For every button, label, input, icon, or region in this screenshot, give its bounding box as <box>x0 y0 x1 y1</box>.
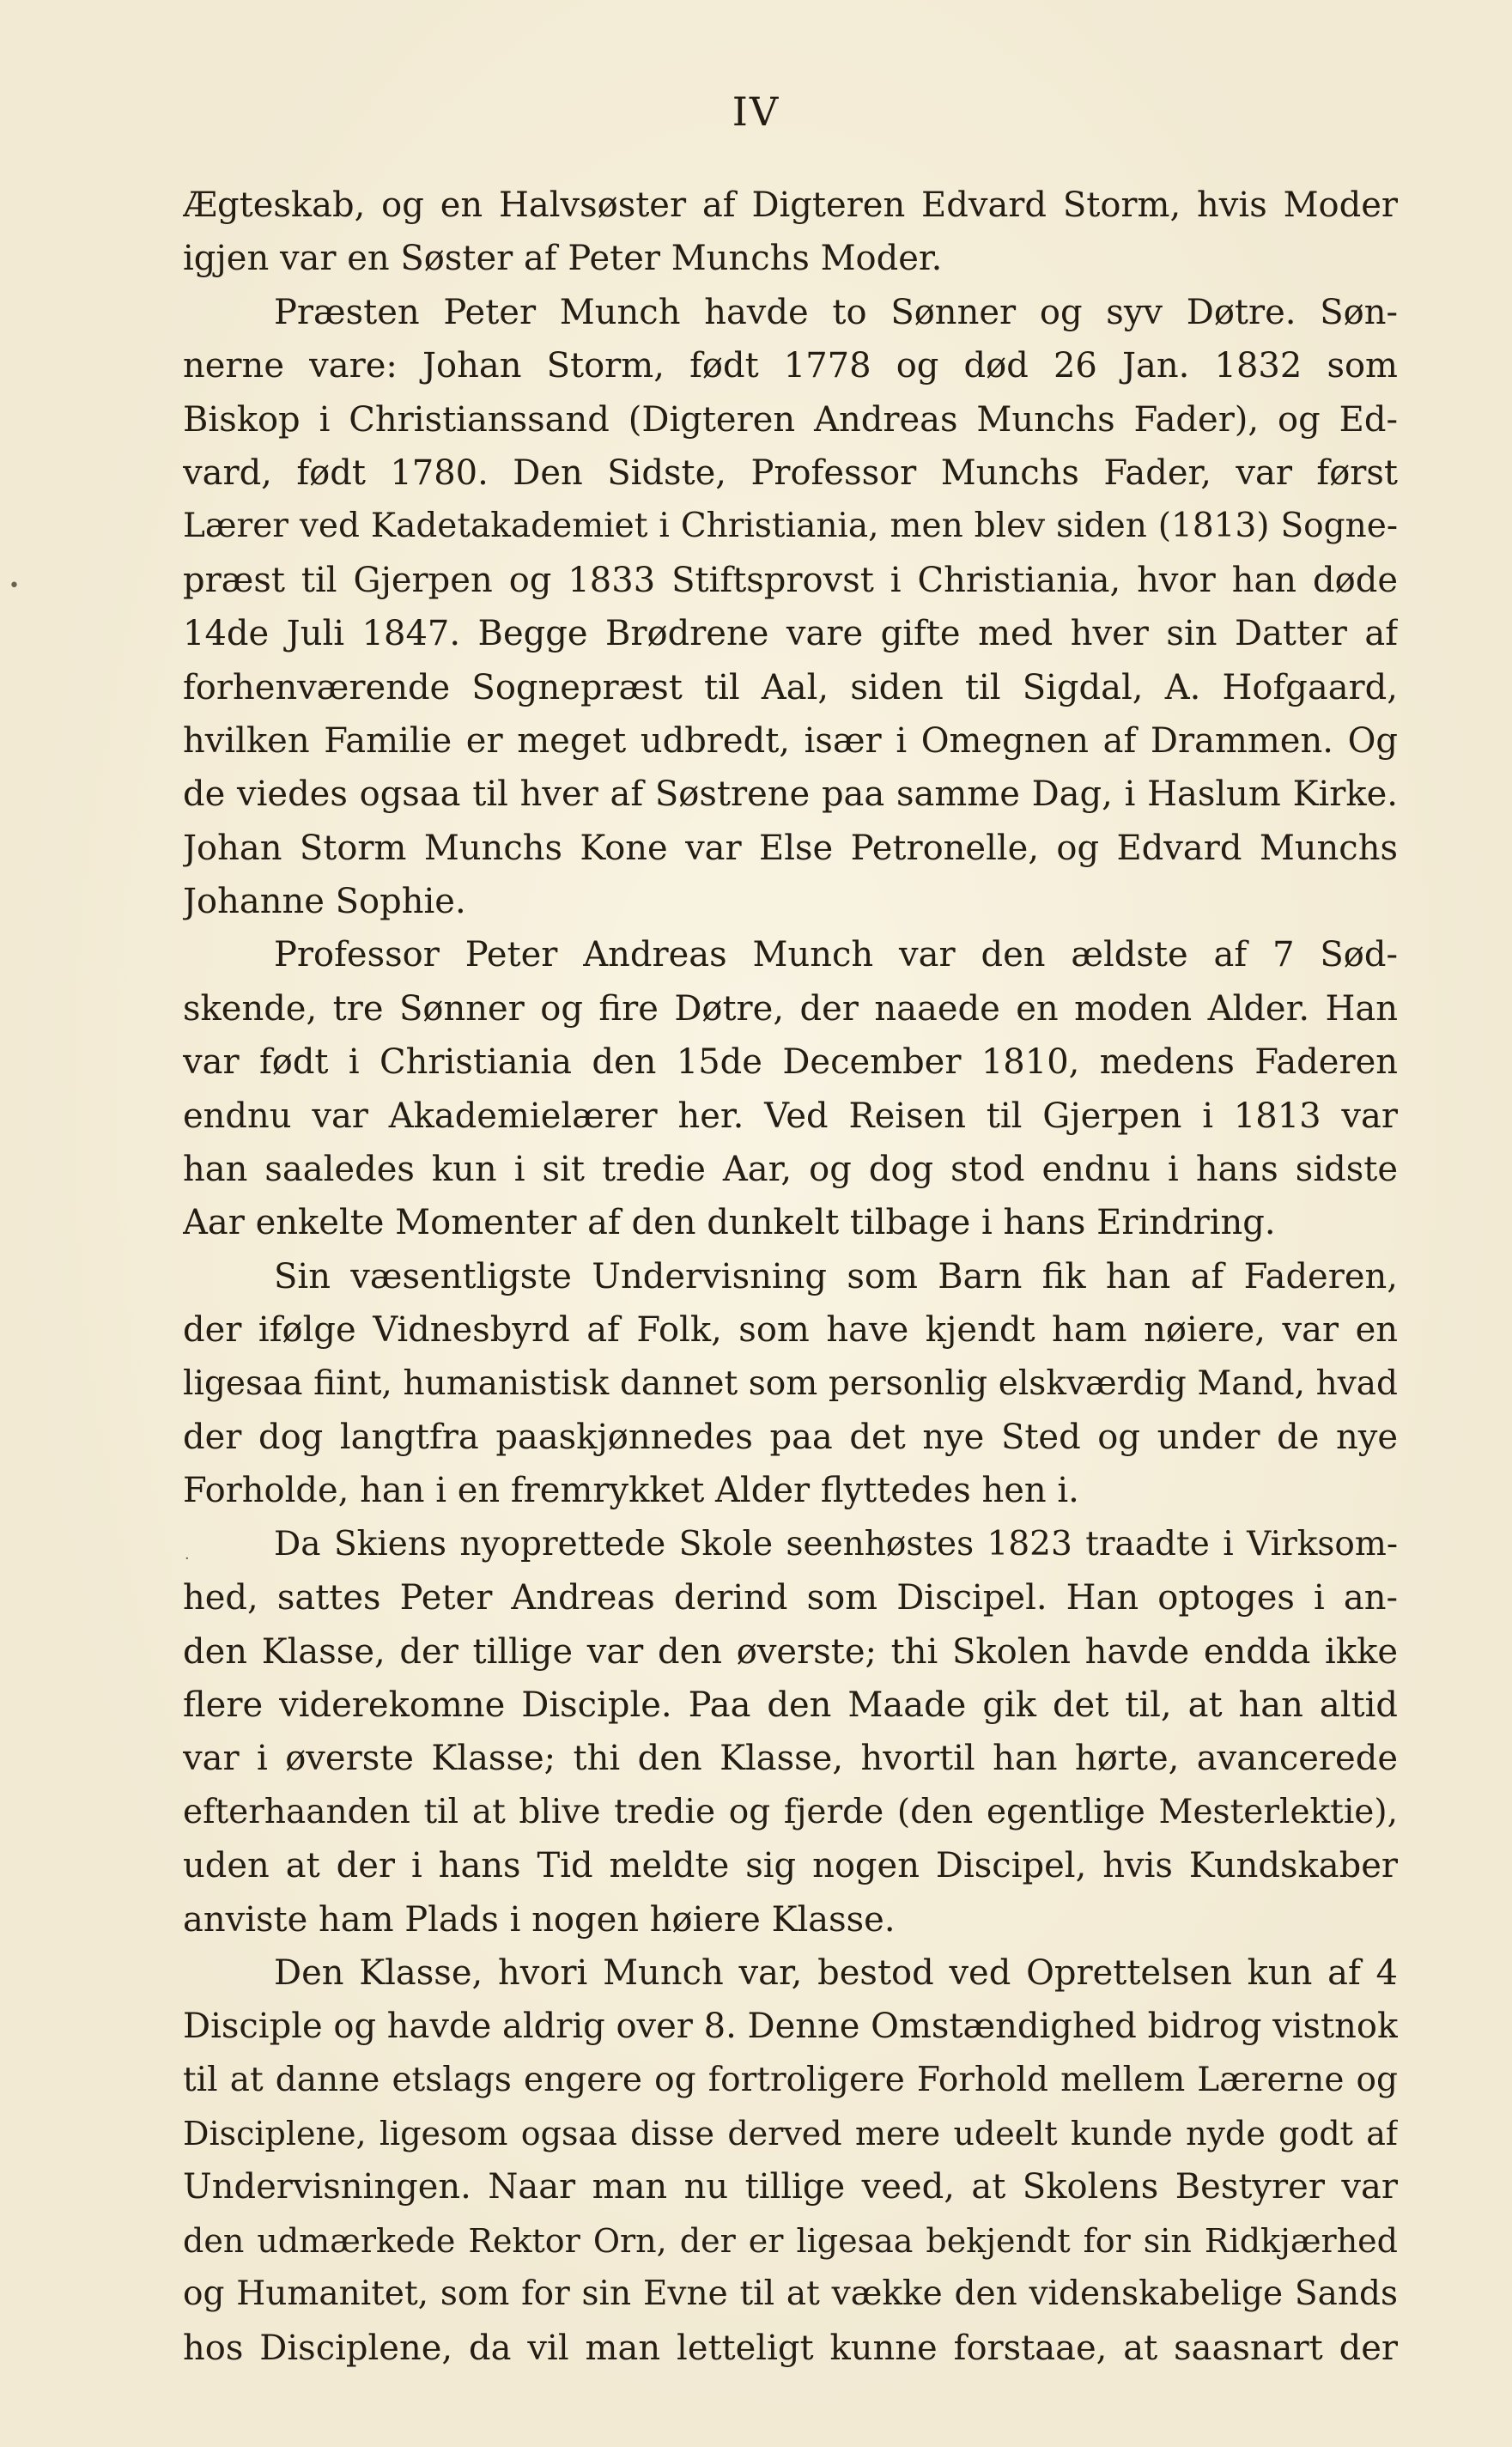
text-line: skende, tre Sønner og fire Døtre, der naaede en moden Alder. Han <box>183 988 1398 1029</box>
text-line: nerne vare: Johan Storm, født 1778 og død 26 Jan. 1832 som <box>183 346 1398 386</box>
text-line: til at danne etslags engere og fortroligere Forhold mellem Lærerne og <box>183 2060 1398 2099</box>
text-line: de viedes ogsaa til hver af Søstrene paa samme Dag, i Haslum Kirke. <box>183 774 1398 815</box>
text-line: han saaledes kun i sit tredie Aar, og dog stod endnu i hans sidste <box>183 1150 1398 1190</box>
text-line: Johan Storm Munchs Kone var Else Petronelle, og Edvard Munchs <box>183 828 1398 868</box>
text-line: ligesaa fiint, humanistisk dannet som personlig elskværdig Mand, hvad <box>183 1363 1398 1403</box>
text-line: var i øverste Klasse; thi den Klasse, hvortil han hørte, avancerede <box>183 1739 1398 1779</box>
text-line: anviste ham Plads i nogen høiere Klasse. <box>183 1899 896 1940</box>
text-line: vard, født 1780. Den Sidste, Professor Munchs Fader, var først <box>183 452 1398 493</box>
text-line: Johanne Sophie. <box>183 882 466 922</box>
text-line: Biskop i Christianssand (Digteren Andreas Munchs Fader), og Ed- <box>183 399 1398 440</box>
text-line: præst til Gjerpen og 1833 Stiftsprovst i Christiania, hvor han døde <box>183 560 1398 600</box>
text-line: Aar enkelte Momenter af den dunkelt tilbage i hans Erindring. <box>183 1203 1276 1243</box>
margin-speck: • <box>9 575 20 597</box>
text-line: Forholde, han i en fremrykket Alder flyttedes hen i. <box>183 1471 1079 1511</box>
text-line: hos Disciplene, da vil man letteligt kunne forstaae, at saasnart der <box>183 2328 1398 2368</box>
text-line: den udmærkede Rektor Orn, der er ligesaa bekjendt for sin Ridkjærhed <box>183 2221 1398 2260</box>
text-line: Den Klasse, hvori Munch var, bestod ved Oprettelsen kun af 4 <box>274 1952 1398 1993</box>
text-line: der ifølge Vidnesbyrd af Folk, som have kjendt ham nøiere, var en <box>183 1310 1398 1351</box>
text-line: Disciple og havde aldrig over 8. Denne Omstændighed bidrog vistnok <box>183 2007 1398 2047</box>
text-line: var født i Christiania den 15de December 1810, medens Faderen <box>183 1042 1398 1083</box>
text-line: uden at der i hans Tid meldte sig nogen Discipel, hvis Kundskaber <box>183 1846 1398 1886</box>
text-line: Professor Peter Andreas Munch var den ældste af 7 Sød- <box>274 935 1398 975</box>
body-text <box>183 179 1398 2375</box>
text-line: der dog langtfra paaskjønnedes paa det nye Sted og under de nye <box>183 1417 1398 1457</box>
text-line: Lærer ved Kadetakademiet i Christiania, men blev siden (1813) Sogne- <box>183 507 1398 546</box>
text-line: og Humanitet, som for sin Evne til at vække den videnskabelige Sands <box>183 2274 1398 2314</box>
text-line: hvilken Familie er meget udbredt, især i Omegnen af Drammen. Og <box>183 720 1398 761</box>
text-line: igjen var en Søster af Peter Munchs Moder. <box>183 239 943 279</box>
text-line: Disciplene, ligesom ogsaa disse derved mere udeelt kunde nyde godt af <box>183 2115 1398 2153</box>
text-line: Undervisningen. Naar man nu tillige veed, at Skolens Bestyrer var <box>183 2167 1398 2207</box>
text-line: Sin væsentligste Undervisning som Barn fik han af Faderen, <box>274 1256 1398 1296</box>
text-line: Ægteskab, og en Halvsøster af Digteren Edvard Storm, hvis Moder <box>183 185 1398 225</box>
text-line: Da Skiens nyoprettede Skole seenhøstes 1823 traadte i Virksom- <box>274 1524 1398 1564</box>
page-number: IV <box>732 88 780 135</box>
text-line: efterhaanden til at blive tredie og fjerde (den egentlige Mesterlektie), <box>183 1792 1398 1831</box>
text-line: den Klasse, der tillige var den øverste; thi Skolen havde endda ikke <box>183 1631 1398 1672</box>
text-line: Præsten Peter Munch havde to Sønner og syv Døtre. Søn- <box>274 292 1398 332</box>
text-line: hed, sattes Peter Andreas derind som Discipel. Han optoges i an- <box>183 1578 1398 1618</box>
text-line: 14de Juli 1847. Begge Brødrene vare gifte med hver sin Datter af <box>183 614 1398 654</box>
text-line: flere viderekomne Disciple. Paa den Maade gik det til, at han altid <box>183 1685 1398 1725</box>
text-line: endnu var Akademielærer her. Ved Reisen til Gjerpen i 1813 var <box>183 1096 1398 1136</box>
text-line: forhenværende Sognepræst til Aal, siden til Sigdal, A. Hofgaard, <box>183 667 1398 707</box>
margin-speck: · <box>185 1550 190 1568</box>
